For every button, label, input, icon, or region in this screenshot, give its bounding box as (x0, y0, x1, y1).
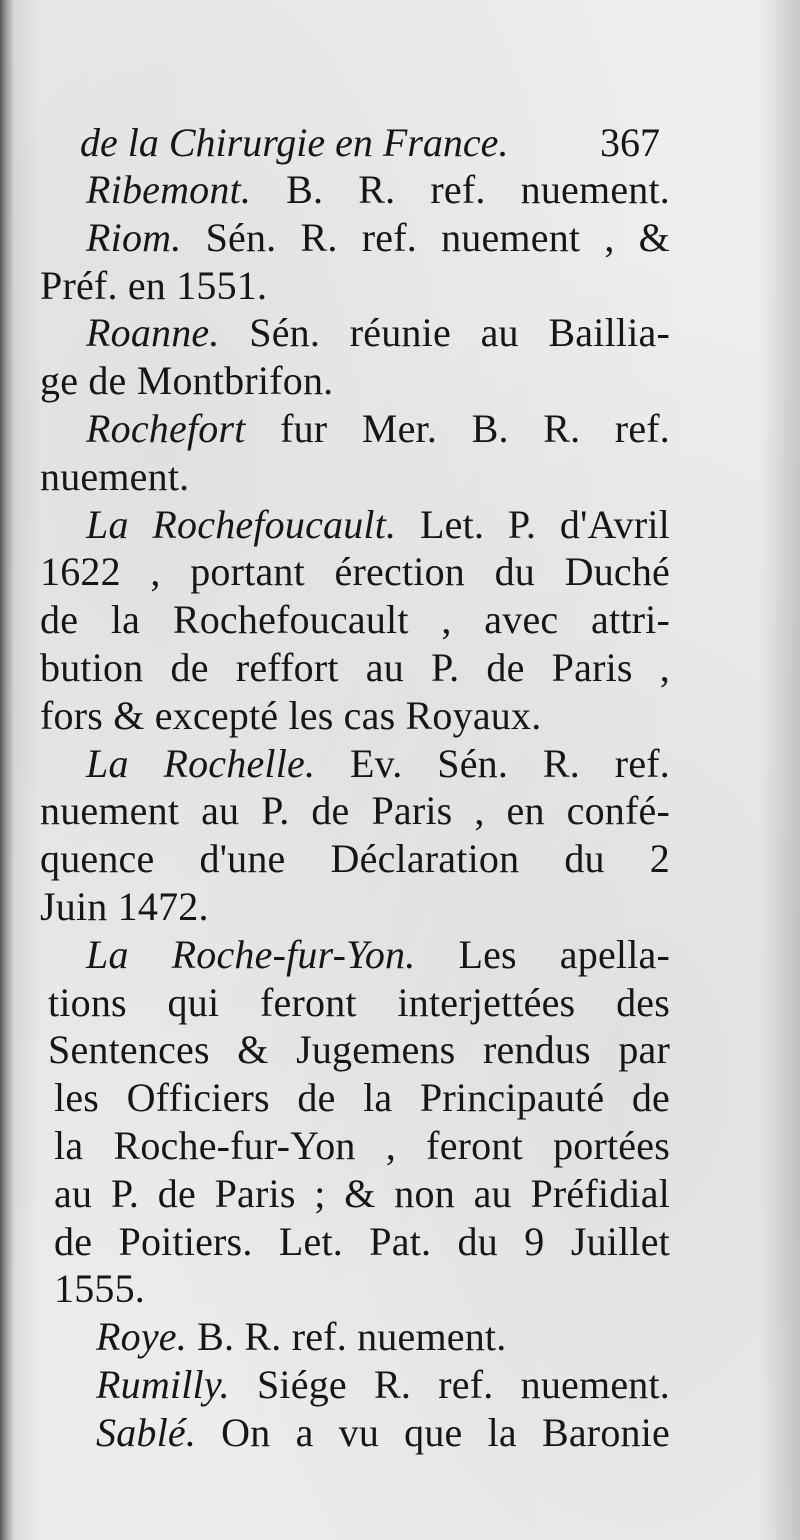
place-name: Rumilly. (96, 1361, 230, 1407)
text-line (40, 548, 670, 596)
entry-text: nuement. (40, 453, 190, 499)
text-line (40, 596, 670, 644)
entry-text: Sén. réunie au Baillia- (219, 310, 670, 356)
entry-text: bution de reffort au P. de Paris , (40, 644, 670, 690)
entry-ribemont (40, 166, 670, 214)
text-line (40, 453, 670, 501)
entry-text: B. R. ref. nuement. (251, 167, 670, 212)
entry-roanne (40, 309, 670, 357)
entry-rochefort (40, 405, 670, 453)
text-line (40, 357, 670, 405)
entry-text: Let. P. d'Avril (396, 501, 670, 547)
entry-la-roche-sur-yon (40, 931, 670, 979)
text-line (40, 1170, 670, 1218)
text-line (40, 979, 670, 1027)
place-name: Rochefort (86, 405, 246, 451)
entry-text: B. R. ref. nuement. (186, 1314, 507, 1360)
entry-text: quence d'une Déclaration du 2 (40, 836, 670, 882)
text-line (40, 262, 670, 310)
entry-text: Siége R. ref. nuement. (229, 1361, 670, 1407)
text-line (40, 1074, 670, 1122)
place-name: Roanne. (86, 310, 220, 356)
place-name: Roye. (96, 1314, 187, 1360)
running-title: de la Chirurgie en France. (80, 120, 509, 165)
body-text (40, 166, 670, 1457)
entry-la-rochelle (40, 740, 670, 788)
place-name: Ribemont. (86, 167, 252, 212)
place-name: La Rochelle. (86, 740, 316, 786)
text-line (40, 1265, 670, 1313)
entry-text: de la Rochefoucault , avec attri- (40, 597, 670, 643)
entry-text: fur Mer. B. R. ref. (245, 405, 670, 451)
page-number: 367 (600, 120, 660, 165)
place-name: Riom. (86, 214, 182, 260)
entry-text: On a vu que la Baronie (196, 1409, 670, 1455)
entry-text: Juin 1472. (40, 883, 209, 929)
entry-text: fors & excepté les cas Royaux. (40, 692, 542, 738)
running-head (80, 118, 660, 168)
entry-text: Préf. en 1551. (40, 262, 268, 308)
entry-la-rochefoucault (40, 501, 670, 549)
entry-riom (40, 214, 670, 262)
text-line (40, 835, 670, 883)
entry-text: Sén. R. ref. nuement , & (181, 214, 670, 260)
text-line (40, 1218, 670, 1266)
entry-text: la Roche-fur-Yon , feront portées (54, 1122, 670, 1168)
place-name: La Rochefoucault. (86, 501, 397, 547)
entry-text: 1555. (54, 1266, 145, 1312)
text-line (40, 644, 670, 692)
entry-text: nuement au P. de Paris , en confé- (40, 788, 670, 834)
entry-text: Les apella- (415, 931, 670, 977)
entry-text: les Officiers de la Principauté de (54, 1075, 670, 1121)
entry-rumilly (40, 1361, 670, 1409)
entry-text: 1622 , portant érection du Duché (40, 549, 670, 595)
text-line (40, 1122, 670, 1170)
gutter-shadow (0, 0, 14, 1540)
entry-text: de Poitiers. Let. Pat. du 9 Juillet (54, 1218, 670, 1264)
text-line (40, 787, 670, 835)
text-line (40, 883, 670, 931)
entry-roye (40, 1313, 670, 1361)
entry-text: tions qui feront interjettées des (48, 979, 670, 1025)
text-line (40, 692, 670, 740)
entry-text: Sentences & Jugemens rendus par (48, 1027, 670, 1073)
entry-text: au P. de Paris ; & non au Préfidial (54, 1170, 670, 1216)
place-name: Sablé. (96, 1409, 197, 1455)
text-line (40, 1026, 670, 1074)
entry-text: Ev. Sén. R. ref. (315, 740, 671, 786)
entry-text: ge de Montbrifon. (40, 358, 334, 404)
entry-sable (40, 1409, 670, 1457)
place-name: La Roche-fur-Yon. (86, 931, 416, 977)
